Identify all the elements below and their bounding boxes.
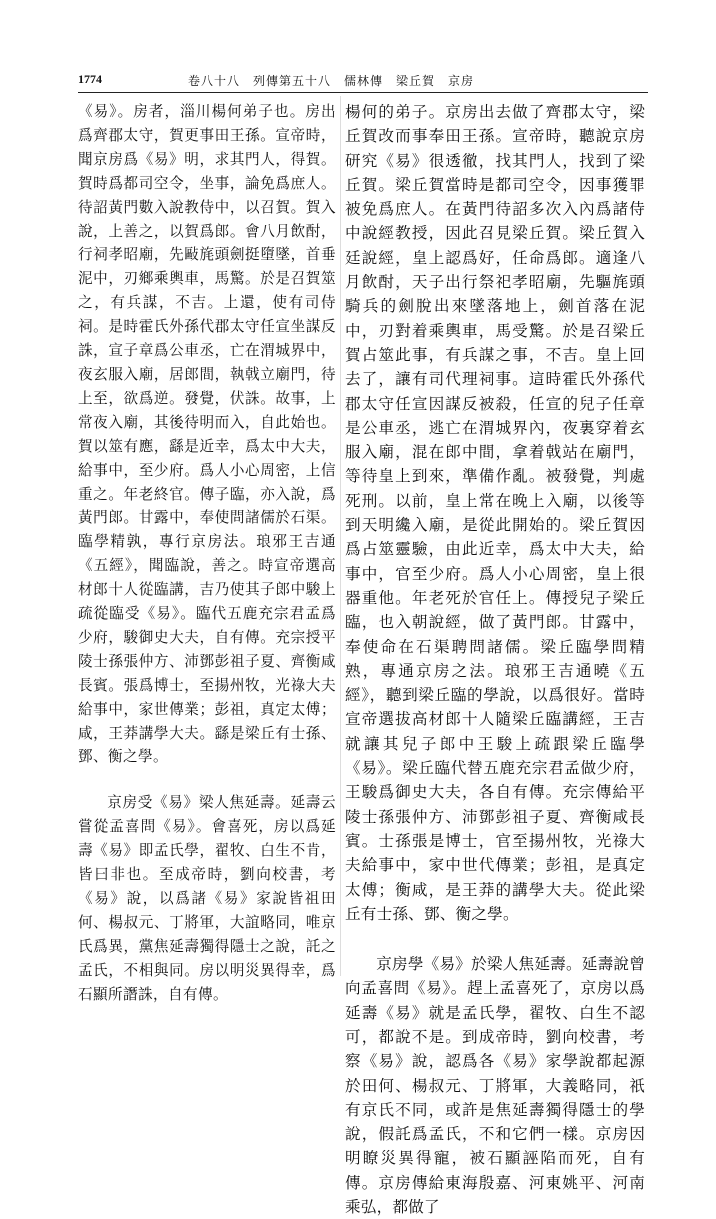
- translation-paragraph-2: 京房學《易》於梁人焦延壽。延壽說曾向孟喜問《易》。趕上孟喜死了，京房以爲延壽《易》就是孟氏學，翟牧、白生不認可，都說不是。到成帝時，劉向校書，考察《易》說，認爲各《易》家學說都起源於田何、楊叔元、丁將軍，大義略同，祇有京氏不同，或許是焦延壽獨得隱士的學說，假託爲孟氏，不和它們一樣。京房因明瞭災異得寵，被石顯誣陷而死，自有傳。京房傳給東海殷嘉、河東姚平、河南乘弘，都做了: [345, 955, 645, 1217]
- classical-text-column: [78, 100, 336, 1007]
- running-head: 卷八十八 列傳第五十八 儒林傳 梁丘賀 京房: [188, 74, 475, 88]
- classical-paragraph-1: 《易》。房者，淄川楊何弟子也。房出爲齊郡太守，賀更事田王孫。宣帝時，聞京房爲《易》明，求其門人，得賀。賀時爲都司空令，坐事，論免爲庶人。待詔黃門數入說教侍中，以召賀。賀入說，上善之，以賀爲郎。會八月飲酎，行祠孝昭廟，先敺旄頭劍挺墮墜，首垂泥中，刃鄉乘輿車，馬驚。於是召賀筮之，有兵謀，不吉。上還，使有司侍祠。是時霍氏外孫代郡太守任宣坐謀反誅，宣子章爲公車丞，亡在渭城界中，夜玄服入廟，居郎間，執戟立廟門，待上至，欲爲逆。發覺，伏誅。故事，上常夜入廟，其後待明而入，自此始也。賀以筮有應，繇是近幸，爲太中大夫，給事中，至少府。爲人小心周密，上信重之。年老終官。傳子臨，亦入說，爲黃門郎。甘露中，奉使問諸儒於石渠。臨學精孰，專行京房法。琅邪王吉通《五經》，聞臨說，善之。時宣帝選高材郎十人從臨講，吉乃使其子郎中駿上疏從臨受《易》。臨代五鹿充宗君孟爲少府，駿御史大夫，自有傳。充宗授平陵士孫張仲方、沛鄧彭祖子夏、齊衡咸長賓。張爲博士，至揚州牧，光祿大夫給事中，家世傳業；彭祖，真定太傅；咸，王莽講學大夫。繇是梁丘有士孫、鄧、衡之學。: [78, 103, 336, 766]
- header-rule: [78, 92, 648, 93]
- page-header: [78, 70, 640, 92]
- column-divider: [340, 96, 341, 976]
- translation-column: [345, 100, 645, 1219]
- translation-paragraph-1: 楊何的弟子。京房出去做了齊郡太守，梁丘賀改而事奉田王孫。宣帝時，聽說京房研究《易》很透徹，找其門人，找到了梁丘賀。梁丘賀當時是都司空令，因事獲罪被免爲庶人。在黃門待詔多次入內爲諸侍中說經教授，因此召見梁丘賀。梁丘賀入廷說經，皇上認爲好，任命爲郎。適逢八月飲酎，天子出行祭祀孝昭廟，先驅旄頭騎兵的劍脫出來墜落地上，劍首落在泥中，刃對着乘輿車，馬受驚。於是召梁丘賀占筮此事，有兵謀之事，不吉。皇上回去了，讓有司代理祠事。這時霍氏外孫代郡太守任宣因謀反被殺，任宣的兒子任章是公車丞，逃亡在渭城界內，夜裏穿着玄服入廟，混在郎中間，拿着戟站在廟門，等待皇上到來，準備作亂。被發覺，判處死刑。以前，皇上常在晚上入廟，以後等到天明纔入廟，是從此開始的。梁丘賀因爲占筮靈驗，由此近幸，爲太中大夫，給事中，官至少府。爲人小心周密，皇上很器重他。年老死於官任上。傳授兒子梁丘臨，也入朝說經，做了黃門郎。甘露中，奉使命在石渠聘問諸儒。梁丘臨學問精熟，專通京房之法。琅邪王吉通曉《五經》，聽到梁丘臨的學說，以爲很好。當時宣帝選拔高材郎十人隨梁丘臨講經，王吉就讓其兒子郎中王駿上疏跟梁丘臨學《易》。梁丘臨代替五鹿充宗君孟做少府，王駿爲御史大夫，各自有傳。充宗傳給平陵士孫張仲方、沛鄧彭祖子夏、齊衡咸長賓。士孫張是博士，官至揚州牧，光祿大夫給事中，家中世代傳業；彭祖，是真定太傅；衡咸，是王莽的講學大夫。從此梁丘有士孫、鄧、衡之學。: [345, 103, 645, 923]
- classical-paragraph-2: 京房受《易》梁人焦延壽。延壽云嘗從孟喜問《易》。會喜死，房以爲延壽《易》即孟氏學，翟牧、白生不肯，皆曰非也。至成帝時，劉向校書，考《易》說，以爲諸《易》家說皆祖田何、楊叔元、丁將軍，大誼略同，唯京氏爲異，黨焦延壽獨得隱士之說，託之孟氏，不相與同。房以明災異得幸，爲石顯所譖誅，自有傳。: [78, 794, 336, 1003]
- page-number: 1774: [78, 72, 102, 86]
